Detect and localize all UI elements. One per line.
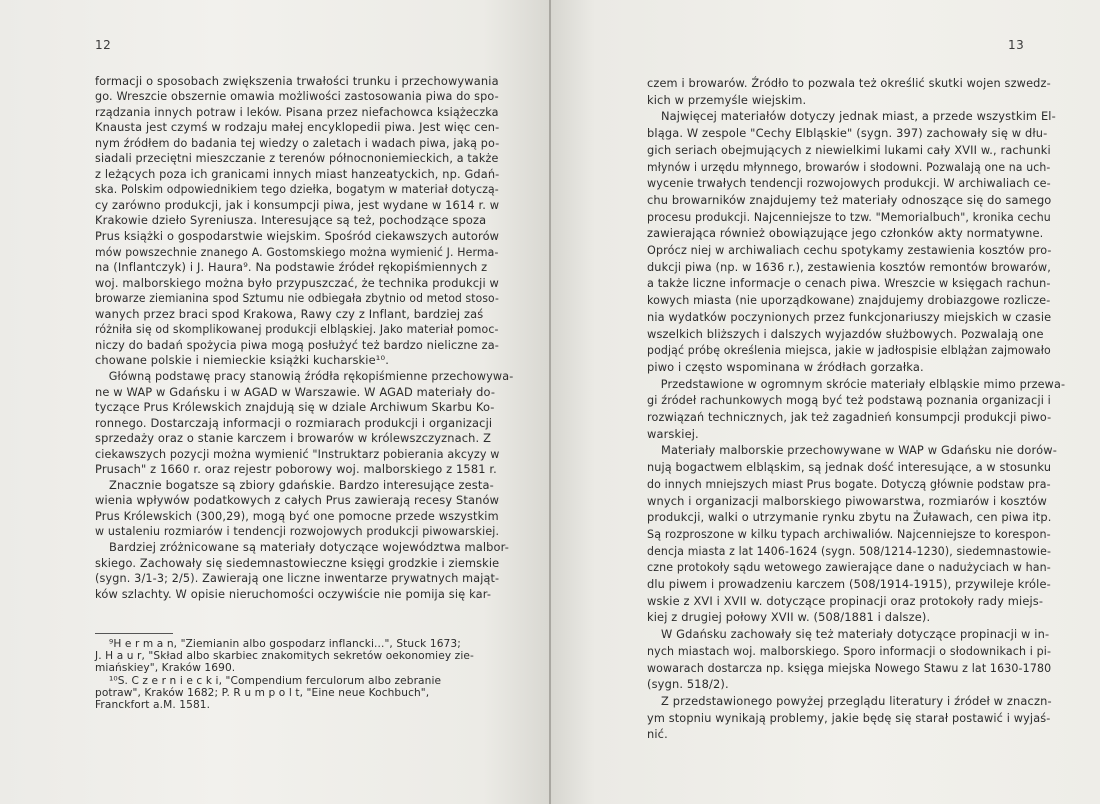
text-line: wowarach dostarcza np. księga miejska Nowego Stawu z lat 1630-1780 [647,660,1052,675]
text-line: procesu produkcji. Najcenniejsze to tzw. "Memorialbuch", kronika cechu [647,209,1051,224]
text-line: formacji o sposobach zwiększenia trwałości trunku i przechowywania [95,73,499,88]
text-line: kich w przemyśle wiejskim. [647,92,807,107]
text-line: dlu piwem i prowadzeniu karczem (508/1914-1915), przywileje króle- [647,577,1051,591]
text-line: Prusach" z 1660 r. oraz rejestr poborowy woj. malborskiego z 1581 r. [95,462,497,477]
text-line: browarze ziemianina spod Sztumu nie odbiegała zbytnio od metod stoso- [95,291,499,306]
text-line: w ustaleniu rozmiarów i tendencji rozwojowych produkcji piwowarskiej. [95,524,500,539]
text-line: Przedstawione w ogromnym skrócie materiały elbląskie mimo przewa- [660,376,1066,391]
text-line: niczy do badań spożycia piwa mogą posłużyć też bardzo nieliczne za- [95,337,500,352]
text-line: bląga. W zespole "Cechy Elbląskie" (sygn. 397) zachowały się w dłu- [647,126,1048,141]
text-line: nia wydatków poczynionych przez funkcjonariuszy miejskich w czasie [647,309,1052,324]
text-line: na (Inflantczyk) i J. Haura⁹. Na podstawie źródeł rękopiśmiennych z [95,260,488,275]
text-line: siadali przeciętni mieszczanie z terenów północnoniemieckich, a także [95,151,499,166]
text-line: W Gdańsku zachowały się też materiały dotyczące propinacji w in- [661,627,1050,642]
text-line: nym źródłem do badania tej wiedzy o zaletach i wadach piwa, jaką po- [95,135,500,150]
text-line: Główną podstawę pracy stanowią źródła rękopiśmienne przechowywa- [108,368,514,383]
text-line: z leżących poza ich granicami innych miast hanzeatyckich, np. Gdań- [95,166,500,181]
text-line: nić. [647,727,668,742]
text-line: chu browarników znajdujemy też materiały odnoszące się do samego [647,192,1052,207]
text-line: podjąć próbę określenia miejsca, jakie w jadłospisie elblążan zajmowało [647,343,1051,358]
text-line: wienia wpływów podatkowych z całych Prus zawierają recesy Stanów [95,493,500,508]
text-line: wycenie trwałych tendencji rozwojowych produkcji. W archiwaliach ce- [647,176,1051,191]
text-line: gich seriach obejmujących z niewielkimi lukami cały XVII w., rachunki [647,142,1051,157]
text-line: Krakowie dzieło Syreniusza. Interesujące są też, pochodzące spoza [95,213,487,228]
text-line: dukcji piwa (np. w 1636 r.), zestawienia kosztów remontów browarów, [647,259,1051,274]
text-line: a także liczne informacje o cenach piwa. Wreszcie w księgach rachun- [647,276,1051,291]
text-line: tyczące Prus Królewskich znajdują się w dziale Archiwum Skarbu Ko- [95,400,495,415]
text-line: zawierająca również obowiązujące jego członków akty normatywne. [647,226,1044,241]
text-line: warskiej. [647,426,699,441]
text-line: Znacznie bogatsze są zbiory gdańskie. Bardzo interesujące zesta- [109,477,494,492]
text-line: sprzedaży oraz o stanie karczem i browarów w królewszczyznach. Z [95,431,492,446]
text-line: młynów i urzędu młynnego, browarów i słodowni. Pozwalają one na uch- [647,159,1051,174]
text-line: piwo i często wspominana w źródłach gorzałka. [647,359,924,374]
text-line: (sygn. 3/1-3; 2/5). Zawierają one liczne inwentarze prywatnych mająt- [95,571,500,586]
text-line: rządzania innych potraw i leków. Pisana przez niefachowca książeczka [95,104,499,119]
text-line: czem i browarów. Źródło to pozwala też określić skutki wojen szwedz- [647,76,1051,90]
text-line: różniła się od skomplikowanej produkcji elbląskiej. Jako materiał pomoc- [95,322,499,337]
footnote-rule [95,633,173,634]
right-page [551,0,1100,804]
text-line: do innych mniejszych miast Prus bogate. Dotyczą głównie podstaw pra- [647,476,1051,491]
text-line: wszelkich bliższych i dalszych wyjazdów służbowych. Pozwalają one [647,326,1044,341]
text-line: Materiały malborskie przechowywane w WAP w Gdańsku nie dorów- [661,443,1057,458]
text-line: chowane polskie i niemieckie książki kucharskie¹⁰. [95,353,389,368]
footnote-line: ¹⁰S. C z e r n i e c k i, "Compendium ferculorum albo zebranie [109,674,442,687]
footnote-line: miańskiey", Kraków 1690. [95,662,236,675]
text-line: (sygn. 518/2). [647,677,729,692]
text-line: Oprócz niej w archiwaliach cechu spotykamy zestawienia kosztów pro- [647,243,1052,257]
text-line: ym stopniu wynikają problemy, jakie będę się starał postawić i wyjaś- [647,710,1051,725]
text-line: ronnego. Dostarczają informacji o rozmiarach produkcji i organizacji [95,415,493,430]
text-line: gi źródeł rachunkowych mogą być też podstawą poznania organizacji i [647,393,1051,408]
text-line: czne protokoły sądu wetowego zawierające dane o nadużyciach w han- [647,560,1051,575]
text-line: ska. Polskim odpowiednikiem tego dziełka, bogatym w materiał dotyczą- [95,182,499,197]
text-line: wnych i organizacji malborskiego piwowarstwa, rozmiarów i kosztów [647,493,1047,508]
text-line: Najwięcej materiałów dotyczy jednak miast, a przede wszystkim El- [661,109,1056,124]
text-line: nują bogactwem elbląskim, są jednak dość interesujące, a w stosunku [647,460,1052,475]
text-line: kiej z drugiej połowy XVII w. (508/1881 i dalsze). [647,610,931,625]
text-line: Prus Królewskich (300,29), mogą być one pomocne przede wszystkim [95,508,499,523]
footnote-line: potraw", Kraków 1682; P. R u m p o l t, "Eine neue Kochbuch", [95,686,430,699]
text-line: Prus książki o gospodarstwie wiejskim. Spośród ciekawszych autorów [95,229,500,243]
text-line: mów powszechnie znanego A. Gostomskiego można wymienić J. Herma- [95,244,499,259]
footnote-line: ⁹H e r m a n, "Ziemianin albo gospodarz inflancki...", Stuck 1673; [109,638,461,650]
text-line: ciekawszych pozycji można wymienić "Instruktarz pobierania akcyzy w [95,446,500,461]
text-line: skiego. Zachowały się siedemnastowieczne księgi grodzkie i ziemskie [95,555,500,570]
footnote-line: Franckfort a.M. 1581. [95,699,211,711]
text-line: ne w WAP w Gdańsku i w AGAD w Warszawie. W AGAD materiały do- [95,384,496,399]
text-line: Knausta jest czymś w rodzaju małej encyklopedii piwa. Jest więc cen- [95,120,500,135]
page-number: 12 [95,38,112,52]
text-line: produkcji, walki o utrzymanie rynku zbytu na Żuławach, cen piwa itp. [647,510,1052,525]
text-line: Bardziej zróżnicowane są materiały dotyczące województwa malbor- [109,540,510,554]
text-line: wanych przez braci spod Krakowa, Rawy czy z Inflant, bardziej zaś [95,306,484,321]
text-line: Są rozproszone w kilku typach archiwaliów. Najcenniejsze to korespon- [647,526,1051,541]
left-page [0,0,549,804]
text-line: woj. malborskiego można było przypuszczać, że technika produkcji w [95,275,499,290]
text-line: rozwiązań technicznych, jak też zagadnień konsumpcji produkcji piwo- [647,410,1052,424]
text-line: go. Wreszcie obszernie omawia możliwości zastosowania piwa do spo- [95,89,499,104]
text-line: wskie z XVI i XVII w. dotyczące propinacji oraz protokoły rady miejs- [647,593,1044,608]
text-line: ków szlachty. W opisie nieruchomości oczywiście nie pomija się kar- [95,586,492,601]
text-line: dencja miasta z lat 1406-1624 (sygn. 508/1214-1230), siedemnastowie- [647,543,1052,558]
text-line: Z przedstawionego powyżej przeglądu literatury i źródeł w znaczn- [661,693,1052,708]
text-line: kowych miasta (nie uporządkowane) znajdujemy drobiazgowe rozlicze- [647,293,1051,308]
text-line: nych miastach woj. malborskiego. Sporo informacji o słodownikach i pi- [647,643,1052,658]
text-line: cy zarówno produkcji, jak i konsumpcji piwa, jest wydane w 1614 r. w [95,197,500,212]
page-number: 13 [1008,38,1025,52]
footnote-line: J. H a u r, "Skład albo skarbiec znakomitych sekretów oekonomiey zie- [95,650,474,663]
